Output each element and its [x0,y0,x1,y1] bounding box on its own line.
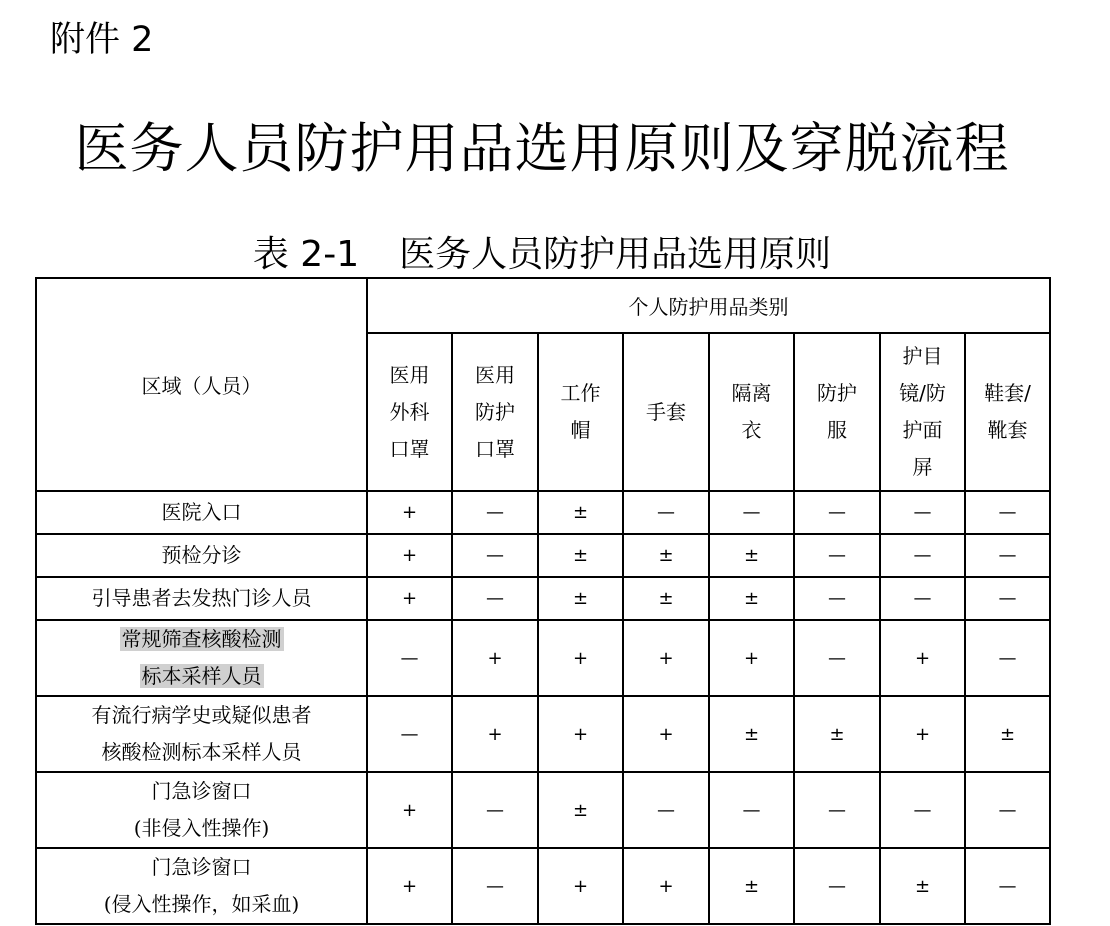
value-cell: — [623,491,709,534]
value-cell: — [880,491,965,534]
column-header-line: 医用 [475,362,515,387]
value-cell: ± [623,577,709,620]
value-cell: ± [709,577,794,620]
value-cell: — [965,620,1050,696]
highlighted-text: 常规筛查核酸检测 [121,627,282,651]
column-header-line: 手套 [646,399,686,424]
value-cell: + [452,696,538,772]
column-header-line: 隔离 [731,381,772,405]
column-header-line: 防护 [475,399,515,424]
ppe-selection-table [35,277,1051,925]
attachment-label: 附件 2 [50,20,154,60]
column-header-line: 鞋套/ [984,381,1031,405]
value-cell: — [794,534,880,577]
area-line: 核酸检测标本采样人员 [101,740,302,764]
area-line: 有流行病学史或疑似患者 [91,703,312,727]
column-header-line: 屏 [912,455,933,479]
column-header-line: 服 [827,418,847,442]
table-row [36,534,1050,577]
value-cell: ± [880,848,965,924]
value-cell: + [538,620,623,696]
value-cell: — [794,848,880,924]
value-cell: + [880,620,965,696]
column-header-line: 靴套 [987,418,1028,442]
area-cell [36,848,367,924]
value-cell: — [452,491,538,534]
value-cell: — [965,577,1050,620]
column-header-line: 帽 [570,418,591,442]
value-cell: + [538,696,623,772]
column-header [623,333,709,491]
area-header: 区域（人员） [36,278,367,491]
table-row [36,620,1050,696]
value-cell: ± [538,491,623,534]
value-cell: — [452,848,538,924]
value-cell: + [367,491,452,534]
column-header [367,333,452,491]
value-cell: ± [965,696,1050,772]
value-cell: ± [538,577,623,620]
column-header-line: 护面 [902,418,943,442]
value-cell: + [367,848,452,924]
area-cell [36,534,367,577]
column-header [709,333,794,491]
area-cell [36,772,367,848]
column-header-line: 衣 [741,418,762,442]
table-row [36,848,1050,924]
area-line: 预检分诊 [161,543,242,567]
value-cell: — [965,848,1050,924]
value-cell: — [794,577,880,620]
value-cell: ± [709,848,794,924]
area-line: 门急诊窗口 [151,779,252,803]
value-cell: — [880,772,965,848]
area-line: (侵入性操作，如采血) [103,892,300,916]
area-line [37,621,366,658]
value-cell: ± [794,696,880,772]
value-cell: + [538,848,623,924]
area-line: 门急诊窗口 [151,855,252,879]
column-header-line: 护目 [902,344,943,368]
value-cell: — [880,534,965,577]
value-cell: + [623,696,709,772]
value-cell: — [452,534,538,577]
value-cell: + [709,620,794,696]
column-header [538,333,623,491]
table-title [0,226,1084,277]
area-line: 医院入口 [161,500,242,524]
column-header-line: 口罩 [475,436,515,461]
column-header-line: 镜/防 [899,381,946,405]
column-header-line: 口罩 [389,436,430,461]
value-cell: + [367,577,452,620]
table-row [36,491,1050,534]
value-cell: ± [538,534,623,577]
value-cell: — [452,577,538,620]
table-number: 表 2-1 [252,234,360,275]
area-cell [36,696,367,772]
area-cell [36,491,367,534]
value-cell: — [367,696,452,772]
table-row [36,577,1050,620]
column-header-line: 医用 [389,362,430,387]
value-cell: ± [709,534,794,577]
value-cell: — [794,491,880,534]
table-row [36,772,1050,848]
column-header [965,333,1050,491]
value-cell: + [623,620,709,696]
value-cell: ± [623,534,709,577]
value-cell: — [794,620,880,696]
value-cell: + [367,534,452,577]
ppe-category-header: 个人防护用品类别 [367,278,1050,333]
column-header [452,333,538,491]
area-cell [36,577,367,620]
value-cell: ± [538,772,623,848]
column-header [880,333,965,491]
value-cell: — [367,620,452,696]
document-title: 医务人员防护用品选用原则及穿脱流程 [74,117,1010,180]
column-header-line: 外科 [389,399,430,424]
area-line: 引导患者去发热门诊人员 [91,586,312,610]
value-cell: — [452,772,538,848]
value-cell: + [880,696,965,772]
area-cell [36,620,367,696]
value-cell: — [965,534,1050,577]
value-cell: + [623,848,709,924]
value-cell: — [794,772,880,848]
area-line: (非侵入性操作) [133,816,270,840]
value-cell: — [880,577,965,620]
table-title-text: 医务人员防护用品选用原则 [399,234,832,275]
value-cell: — [965,772,1050,848]
column-header-line: 工作 [560,381,601,405]
highlighted-text: 标本采样人员 [141,664,262,688]
value-cell: ± [709,696,794,772]
value-cell: — [709,491,794,534]
area-line [37,658,366,695]
value-cell: — [965,491,1050,534]
value-cell: + [367,772,452,848]
value-cell: — [709,772,794,848]
column-header-line: 防护 [817,381,857,405]
column-header [794,333,880,491]
table-row [36,696,1050,772]
value-cell: — [623,772,709,848]
value-cell: + [452,620,538,696]
